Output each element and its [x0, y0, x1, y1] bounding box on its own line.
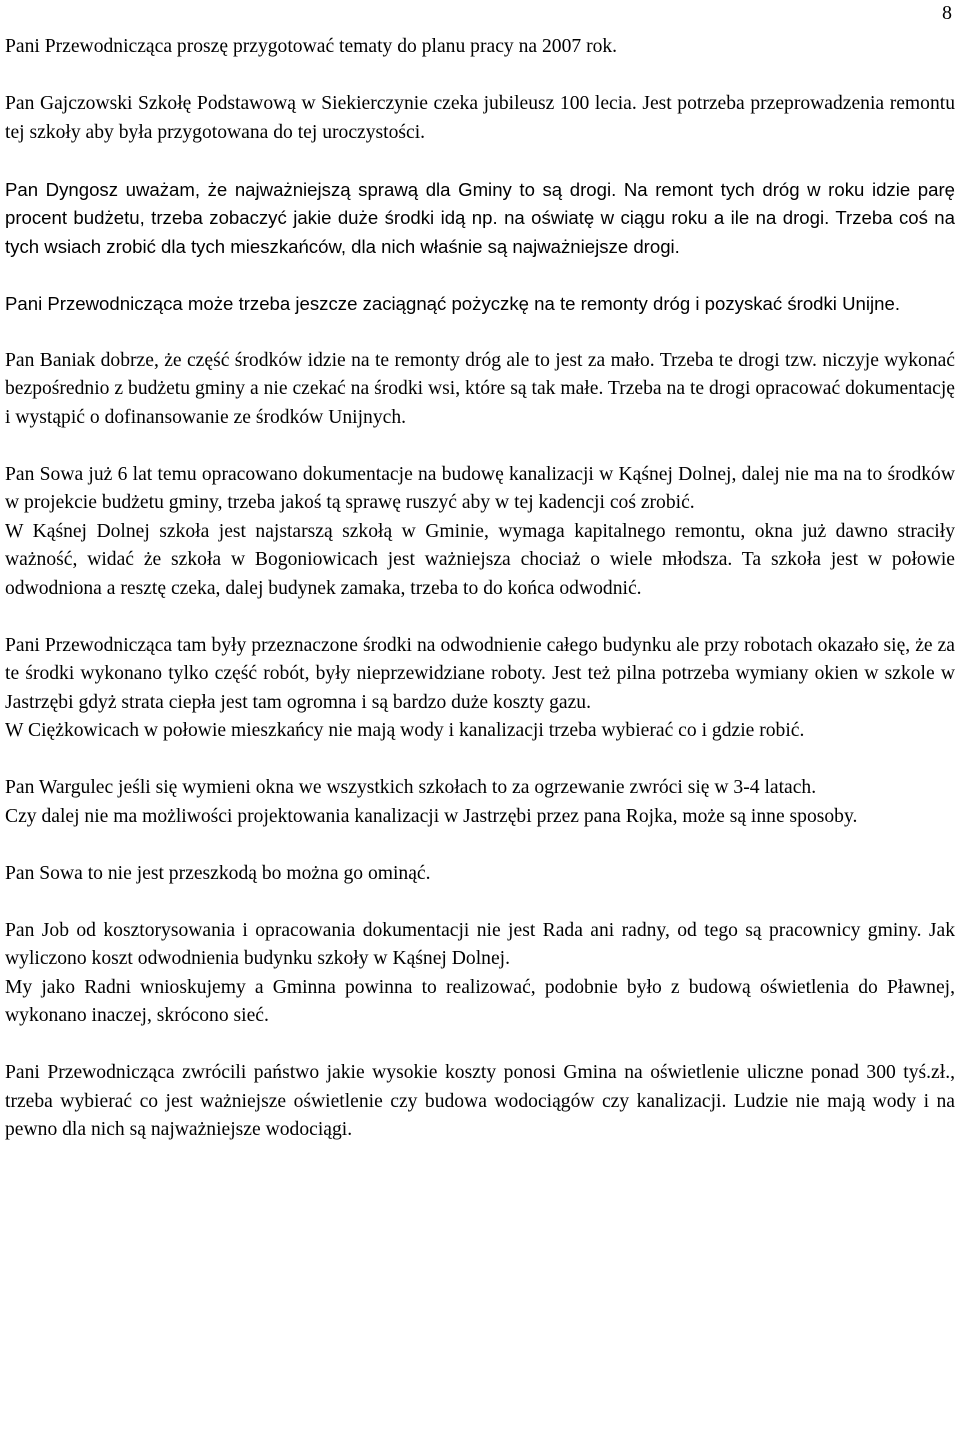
paragraph: Pani Przewodnicząca proszę przygotować tematy do planu pracy na 2007 rok.: [5, 36, 618, 57]
paragraph: Pan Dyngosz uważam, że najważniejszą sprawą dla Gminy to są drogi. Na remont tych dróg w roku idzie parę procent budżetu, trzeba zobaczyć jakie duże środki idą np. na oświatę w ciągu roku a ile na drogi. Trzeba coś na tych wsiach zrobić dla tych mieszkańców, dla nich właśnie są najważniejsze drogi.: [5, 178, 955, 257]
paragraph: Pan Wargulec jeśli się wymieni okna we wszystkich szkołach to za ogrzewanie zwróci się w 3-4 latach.: [5, 777, 817, 798]
paragraph: Pan Sowa to nie jest przeszkodą bo można go ominąć.: [5, 862, 431, 884]
paragraph: W Ciężkowicach w połowie mieszkańcy nie mają wody i kanalizacji trzeba wybierać co i gdzie robić.: [5, 720, 805, 741]
paragraph: Pani Przewodnicząca zwrócili państwo jakie wysokie koszty ponosi Gmina na oświetlenie uliczne ponad 300 tyś.zł., trzeba wybierać co jest ważniejsze oświetlenie czy budowa wodociągów czy kanalizacji. Ludzie nie mają wody i na pewno dla nich są najważniejsze wodociągi.: [5, 1062, 955, 1140]
paragraph: Pan Sowa już 6 lat temu opracowano dokumentacje na budowę kanalizacji w Kąśnej Dolnej, dalej nie ma na to środków w projekcie budżetu gminy, trzeba jakoś tą sprawę ruszyć aby w tej kadencji coś zrobić.: [5, 463, 955, 513]
paragraph: Pani Przewodnicząca może trzeba jeszcze zaciągnąć pożyczkę na te remonty dróg i pozyskać środki Unijne.: [5, 292, 900, 314]
paragraph: My jako Radni wnioskujemy a Gminna powinna to realizować, podobnie było z budową oświetlenia do Pławnej, wykonano inaczej, skrócono sieć.: [5, 976, 955, 1026]
paragraph: Czy dalej nie ma możliwości projektowania kanalizacji w Jastrzębi przez pana Rojka, może są inne sposoby.: [5, 805, 858, 827]
paragraph: W Kąśnej Dolnej szkoła jest najstarszą szkołą w Gminie, wymaga kapitalnego remontu, okna już dawno straciły ważność, widać że szkoła w Bogoniowicach jest ważniejsza chociaż o wiele młodsza. Ta szkoła jest w połowie odwodniona a resztę czeka, dalej budynek zamaka, trzeba to do końca odwodnić.: [5, 520, 955, 599]
paragraph: Pan Gajczowski Szkołę Podstawową w Siekierczynie czeka jubileusz 100 lecia. Jest potrzeba przeprowadzenia remontu tej szkoły aby była przygotowana do tej uroczystości.: [5, 93, 955, 143]
paragraph: Pan Job od kosztorysowania i opracowania dokumentacji nie jest Rada ani radny, od tego są pracownicy gminy. Jak wyliczono koszt odwodnienia budynku szkoły w Kąśnej Dolnej.: [5, 919, 955, 969]
paragraph: Pani Przewodnicząca tam były przeznaczone środki na odwodnienie całego budynku ale przy robotach okazało się, że za te środki wykonano tylko część robót, były nieprzewidziane roboty. Jest też pilna potrzeba wymiany okien w szkole w Jastrzębi gdyż strata ciepła jest tam ogromna i są bardzo duże koszty gazu.: [5, 634, 955, 713]
page-number: 8: [942, 2, 952, 24]
document-body: [5, 33, 955, 1173]
paragraph: Pan Baniak dobrze, że część środków idzie na te remonty dróg ale to jest za mało. Trzeba te drogi tzw. niczyje wykonać bezpośrednio z budżetu gminy a nie czekać na środki wsi, które są tak małe. Trzeba na te drogi opracować dokumentację i wystąpić o dofinansowanie ze środków Unijnych.: [5, 349, 955, 428]
